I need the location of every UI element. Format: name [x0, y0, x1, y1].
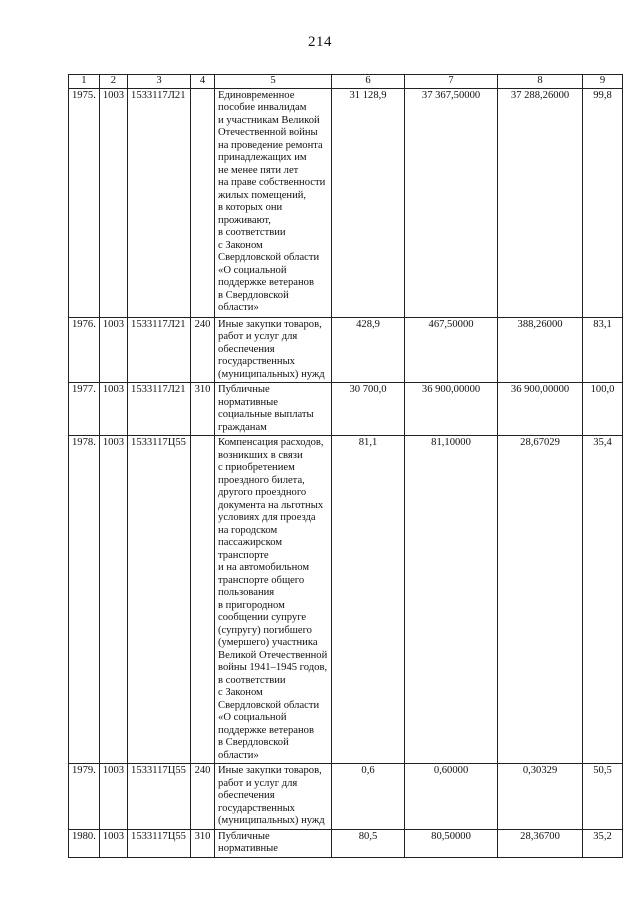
- table-row: [69, 383, 623, 436]
- expense-type-cell: 240: [191, 764, 215, 830]
- section-code-cell: 1003: [99, 317, 127, 383]
- column-header-1: 1: [69, 75, 100, 89]
- amount-cell-8: 388,26000: [498, 317, 583, 383]
- target-article-cell: 1533117Л21: [128, 88, 191, 317]
- amount-cell-6: 80,5: [332, 829, 405, 857]
- table-row: [69, 829, 623, 857]
- row-number-cell: 1977.: [69, 383, 100, 436]
- description-cell: Публичные нормативные: [215, 829, 332, 857]
- table-row: [69, 88, 623, 317]
- amount-cell-6: 0,6: [332, 764, 405, 830]
- amount-cell-7: 36 900,00000: [405, 383, 498, 436]
- expense-type-cell: 310: [191, 829, 215, 857]
- table-row: [69, 436, 623, 764]
- column-header-7: 7: [405, 75, 498, 89]
- row-number-cell: 1978.: [69, 436, 100, 764]
- target-article-cell: 1533117Л21: [128, 383, 191, 436]
- column-header-4: 4: [191, 75, 215, 89]
- table-row: [69, 317, 623, 383]
- percent-cell: 100,0: [583, 383, 623, 436]
- column-header-5: 5: [215, 75, 332, 89]
- amount-cell-8: 28,67029: [498, 436, 583, 764]
- row-number-cell: 1976.: [69, 317, 100, 383]
- budget-table: [68, 74, 623, 858]
- description-cell: Иные закупки товаров, работ и услуг для обеспечения государственных (муниципальных) нужд: [215, 317, 332, 383]
- amount-cell-7: 81,10000: [405, 436, 498, 764]
- amount-cell-6: 31 128,9: [332, 88, 405, 317]
- amount-cell-8: 36 900,00000: [498, 383, 583, 436]
- column-header-8: 8: [498, 75, 583, 89]
- amount-cell-7: 0,60000: [405, 764, 498, 830]
- row-number-cell: 1975.: [69, 88, 100, 317]
- percent-cell: 50,5: [583, 764, 623, 830]
- amount-cell-8: 28,36700: [498, 829, 583, 857]
- row-number-cell: 1979.: [69, 764, 100, 830]
- row-number-cell: 1980.: [69, 829, 100, 857]
- percent-cell: 83,1: [583, 317, 623, 383]
- column-header-2: 2: [99, 75, 127, 89]
- percent-cell: 35,4: [583, 436, 623, 764]
- column-header-9: 9: [583, 75, 623, 89]
- column-header-3: 3: [128, 75, 191, 89]
- amount-cell-6: 30 700,0: [332, 383, 405, 436]
- expense-type-cell: [191, 88, 215, 317]
- description-cell: Публичные нормативные социальные выплаты гражданам: [215, 383, 332, 436]
- amount-cell-8: 37 288,26000: [498, 88, 583, 317]
- header-row: [69, 75, 623, 89]
- section-code-cell: 1003: [99, 829, 127, 857]
- description-cell: Единовременное пособие инвалидам и участникам Великой Отечественной войны на проведение ремонта принадлежащих им не менее пяти лет на праве собственности жилых помещений, в которых они проживают, в соответствии с Законом Свердловской области «О социальной поддержке ветеранов в Свердловской области»: [215, 88, 332, 317]
- description-cell: Иные закупки товаров, работ и услуг для обеспечения государственных (муниципальных) нужд: [215, 764, 332, 830]
- target-article-cell: 1533117Ц55: [128, 764, 191, 830]
- target-article-cell: 1533117Ц55: [128, 436, 191, 764]
- section-code-cell: 1003: [99, 88, 127, 317]
- section-code-cell: 1003: [99, 383, 127, 436]
- column-header-6: 6: [332, 75, 405, 89]
- percent-cell: 35,2: [583, 829, 623, 857]
- expense-type-cell: 310: [191, 383, 215, 436]
- section-code-cell: 1003: [99, 436, 127, 764]
- table-row: [69, 764, 623, 830]
- target-article-cell: 1533117Л21: [128, 317, 191, 383]
- amount-cell-6: 81,1: [332, 436, 405, 764]
- amount-cell-7: 80,50000: [405, 829, 498, 857]
- expense-type-cell: [191, 436, 215, 764]
- percent-cell: 99,8: [583, 88, 623, 317]
- section-code-cell: 1003: [99, 764, 127, 830]
- target-article-cell: 1533117Ц55: [128, 829, 191, 857]
- amount-cell-7: 37 367,50000: [405, 88, 498, 317]
- description-cell: Компенсация расходов, возникших в связи с приобретением проездного билета, другого проездного документа на льготных условиях для проезда на городском пассажирском транспорте и на автомобильном транспорте общего пользования в пригородном сообщении супруге (супругу) погибшего (умершего) участника Великой Отечественной войны 1941–1945 годов, в соответствии с Законом Свердловской области «О социальной поддержке ветеранов в Свердловской области»: [215, 436, 332, 764]
- amount-cell-6: 428,9: [332, 317, 405, 383]
- expense-type-cell: 240: [191, 317, 215, 383]
- page-number: 214: [308, 34, 332, 50]
- amount-cell-8: 0,30329: [498, 764, 583, 830]
- amount-cell-7: 467,50000: [405, 317, 498, 383]
